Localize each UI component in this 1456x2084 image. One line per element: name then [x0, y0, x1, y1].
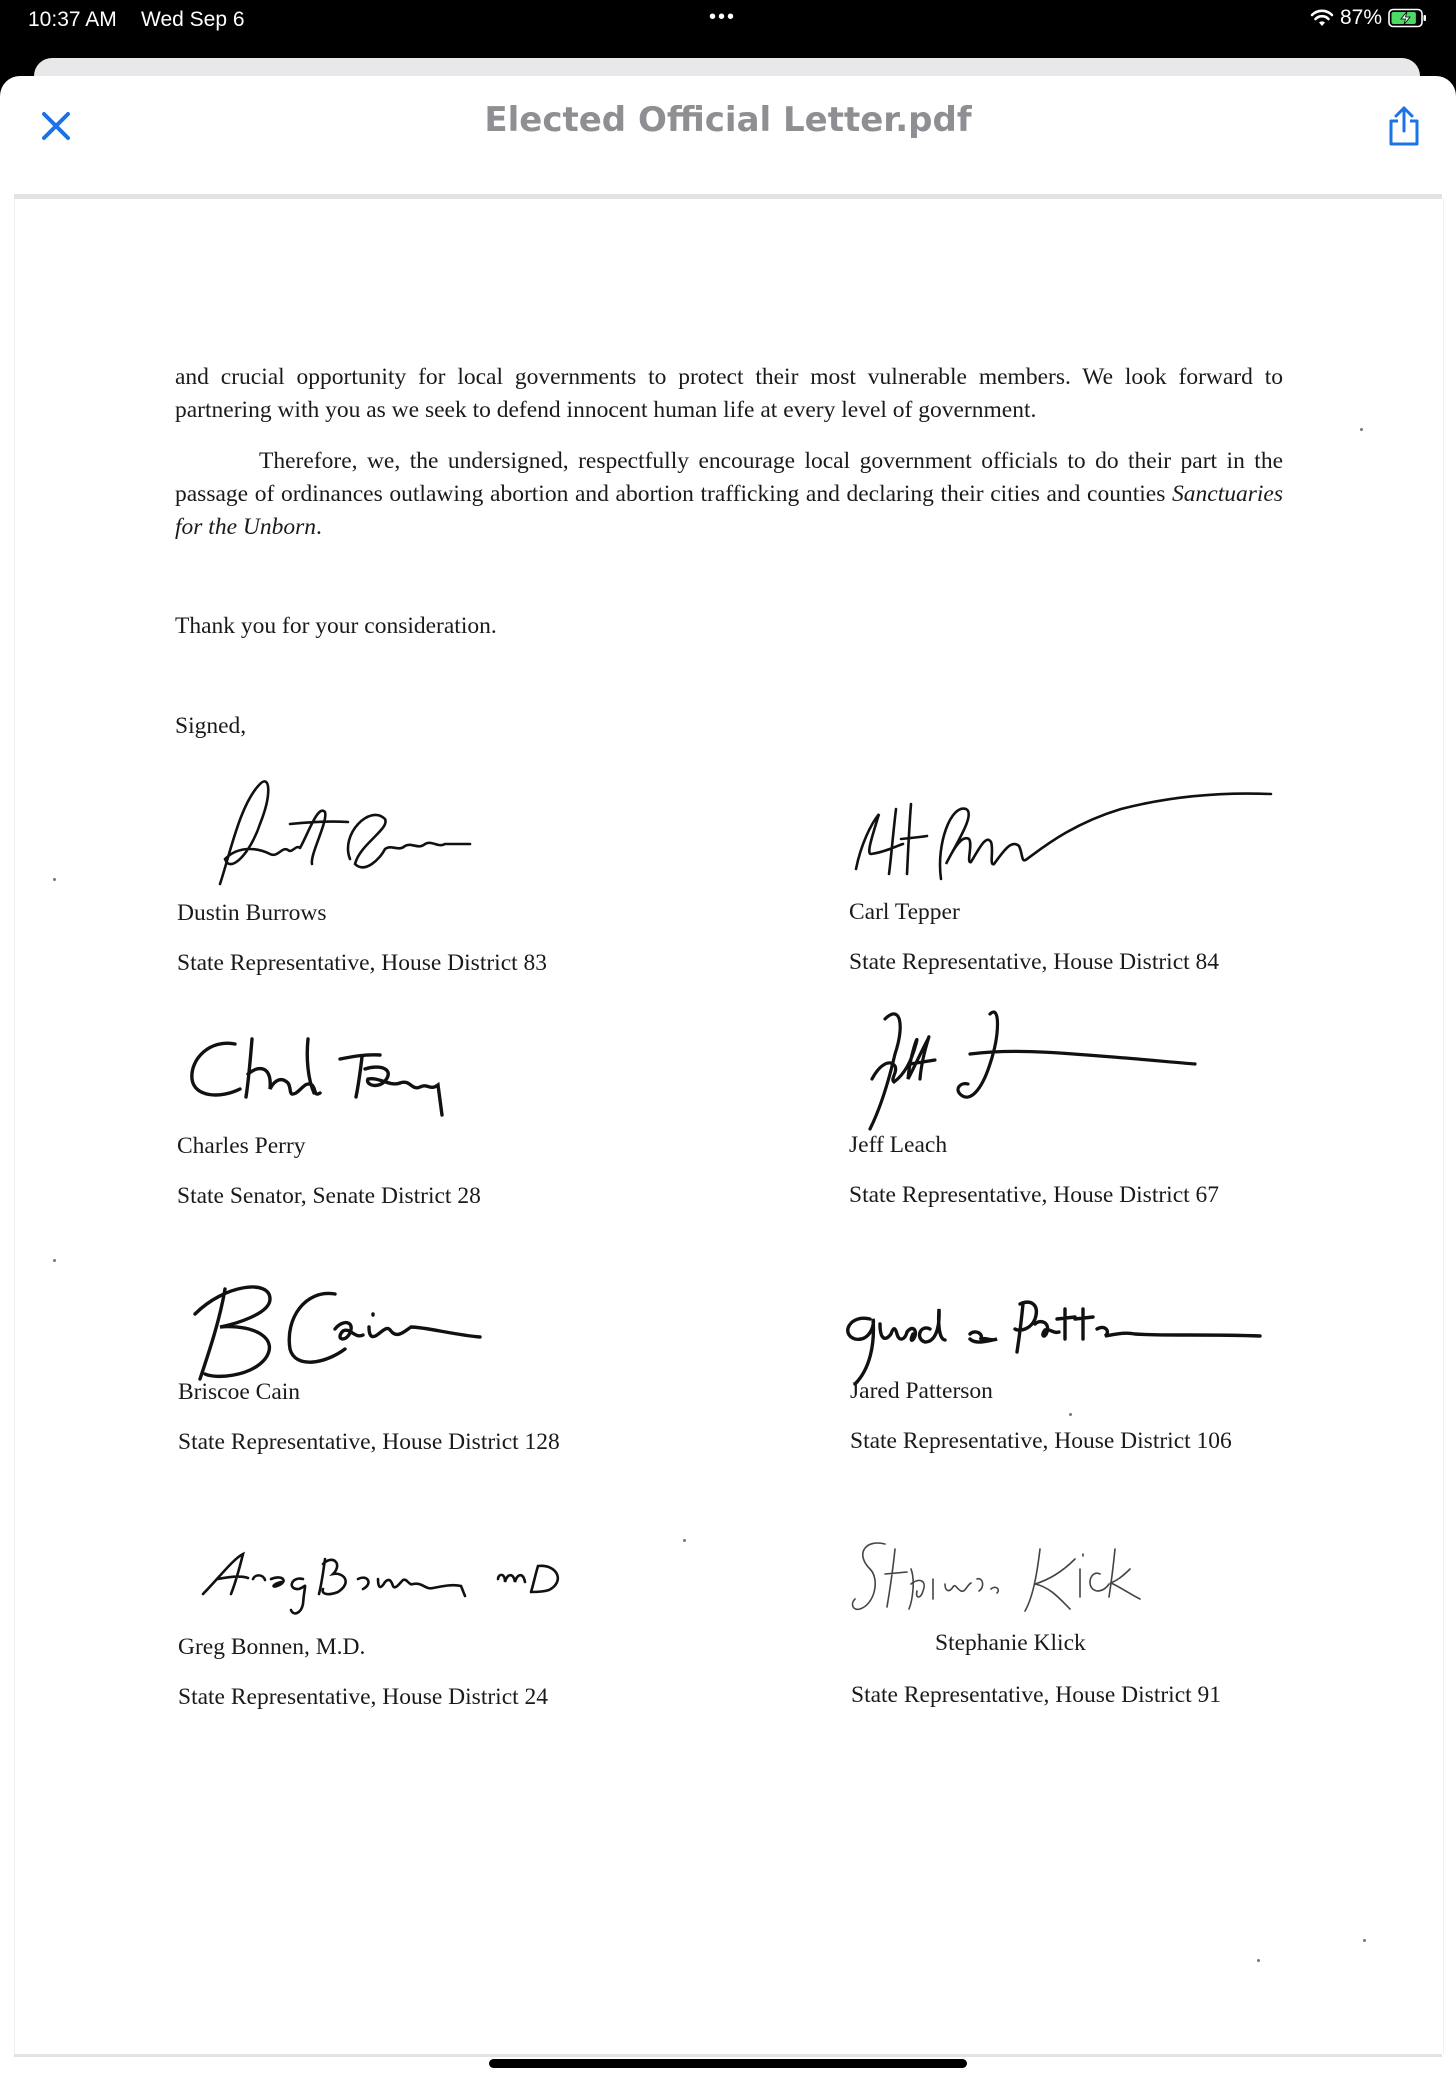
- signature-greg-bonnen: [193, 1534, 623, 1619]
- document-viewer: [0, 76, 1456, 2084]
- page-bottom-edge: [14, 2054, 1442, 2057]
- signature-jeff-leach: [850, 994, 1210, 1139]
- pdf-page[interactable]: [14, 199, 1444, 2054]
- signatory-name: Dustin Burrows: [177, 900, 327, 926]
- signatory-title: State Representative, House District 67: [849, 1182, 1220, 1208]
- signature-carl-tepper: [841, 784, 1291, 899]
- home-indicator[interactable]: [489, 2059, 967, 2068]
- signatory-name: Jared Patterson: [850, 1378, 993, 1404]
- status-time: 10:37 AM: [28, 8, 117, 31]
- paragraph-2-end: .: [316, 514, 322, 540]
- scan-speck: [1363, 1939, 1366, 1942]
- wifi-icon: [1310, 8, 1334, 28]
- signatory-title: State Senator, Senate District 28: [177, 1183, 481, 1209]
- battery-percent: 87%: [1339, 6, 1382, 29]
- status-indicators: [1310, 6, 1428, 30]
- paragraph-2-text: Therefore, we, the undersigned, respectfully encourage local government officials to do their part in the passage of ordinances outlawing abortion and abortion trafficking and declaring their cities and counties: [175, 448, 1283, 507]
- status-bar: [0, 0, 1456, 42]
- letter-signed: Signed,: [175, 713, 247, 739]
- signatory-name: Briscoe Cain: [178, 1379, 301, 1405]
- document-title: Elected Official Letter.pdf: [484, 100, 972, 140]
- signature-dustin-burrows: [200, 764, 500, 894]
- signatory-name: Jeff Leach: [849, 1132, 948, 1158]
- scan-speck: [1257, 1959, 1260, 1962]
- signatory-name: Charles Perry: [177, 1133, 306, 1159]
- signatory-title: State Representative, House District 24: [178, 1684, 549, 1710]
- scan-speck: [683, 1539, 686, 1542]
- signatory-name: Carl Tepper: [849, 899, 960, 925]
- multitasking-dots[interactable]: •••: [709, 6, 737, 28]
- signatory-title: State Representative, House District 83: [177, 950, 548, 976]
- nav-bar: [0, 76, 1456, 196]
- letter-closing: Thank you for your consideration.: [175, 613, 497, 639]
- scan-speck: [53, 1259, 56, 1262]
- scan-speck: [1360, 428, 1363, 431]
- scan-speck: [53, 878, 56, 881]
- scan-speck: [1069, 1413, 1072, 1416]
- signatory-title: State Representative, House District 91: [851, 1682, 1222, 1708]
- signatory-title: State Representative, House District 128: [178, 1429, 560, 1455]
- signature-stephanie-klick: [845, 1529, 1205, 1639]
- signature-charles-perry: [180, 1019, 540, 1129]
- signature-briscoe-cain: [185, 1269, 495, 1389]
- status-date: Wed Sep 6: [141, 8, 245, 31]
- letter-paragraph-2: [175, 445, 1283, 544]
- signatory-title: State Representative, House District 84: [849, 949, 1220, 975]
- letter-paragraph-1: and crucial opportunity for local governments to protect their most vulnerable members. We look forward to partnering with you as we seek to defend innocent human life at every level of government.: [175, 364, 1283, 423]
- signatory-title: State Representative, House District 106: [850, 1428, 1232, 1454]
- signatory-name: Greg Bonnen, M.D.: [178, 1634, 366, 1660]
- paragraph-2-emphasis: Sanctuaries for the Unborn: [175, 481, 1283, 540]
- share-icon: [1387, 105, 1421, 147]
- battery-charging-icon: [1388, 8, 1428, 28]
- signatory-name: Stephanie Klick: [935, 1630, 1086, 1656]
- share-button[interactable]: [1384, 102, 1424, 150]
